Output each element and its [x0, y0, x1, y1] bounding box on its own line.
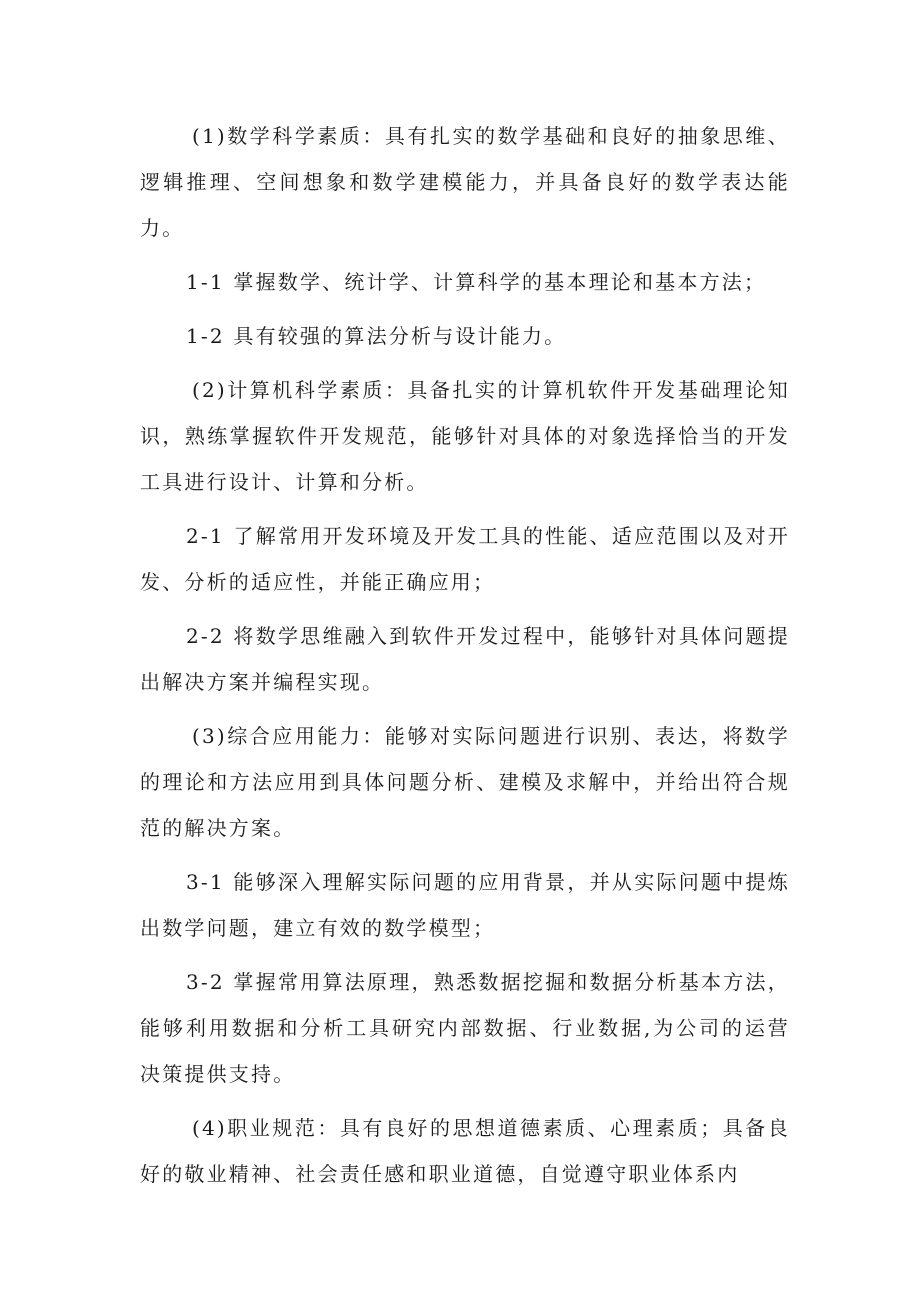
paragraph-applied-ability: (3)综合应用能力：能够对实际问题进行识别、表达，将数学的理论和方法应用到具体问题分析、建模及求解中，并给出符合规范的解决方案。 — [140, 724, 790, 840]
paragraph-math-quality: (1)数学科学素质：具有扎实的数学基础和良好的抽象思维、逻辑推理、空间想象和数学建模能力，并具备良好的数学表达能力。 — [140, 124, 790, 240]
document-body — [140, 113, 790, 1205]
paragraph-item-3-1: 3-1 能够深入理解实际问题的应用背景，并从实际问题中提炼出数学问题，建立有效的数学模型； — [140, 870, 790, 940]
paragraph-professional-norms: (4)职业规范：具有良好的思想道德素质、心理素质；具备良好的敬业精神、社会责任感和职业道德，自觉遵守职业体系内 — [140, 1116, 790, 1186]
paragraph-item-1-2: 1-2 具有较强的算法分析与设计能力。 — [186, 324, 567, 348]
paragraph-item-2-1: 2-1 了解常用开发环境及开发工具的性能、适应范围以及对开发、分析的适应性，并能正确应用； — [140, 524, 790, 594]
paragraph-item-1-1: 1-1 掌握数学、统计学、计算科学的基本理论和基本方法； — [186, 270, 767, 294]
paragraph-item-2-2: 2-2 将数学思维融入到软件开发过程中，能够针对具体问题提出解决方案并编程实现。 — [140, 624, 790, 694]
paragraph-cs-quality: (2)计算机科学素质：具备扎实的计算机软件开发基础理论知识，熟练掌握软件开发规范，能够针对具体的对象选择恰当的开发工具进行设计、计算和分析。 — [140, 378, 790, 494]
paragraph-item-3-2: 3-2 掌握常用算法原理，熟悉数据挖掘和数据分析基本方法，能够利用数据和分析工具研究内部数据、行业数据,为公司的运营决策提供支持。 — [140, 970, 790, 1086]
